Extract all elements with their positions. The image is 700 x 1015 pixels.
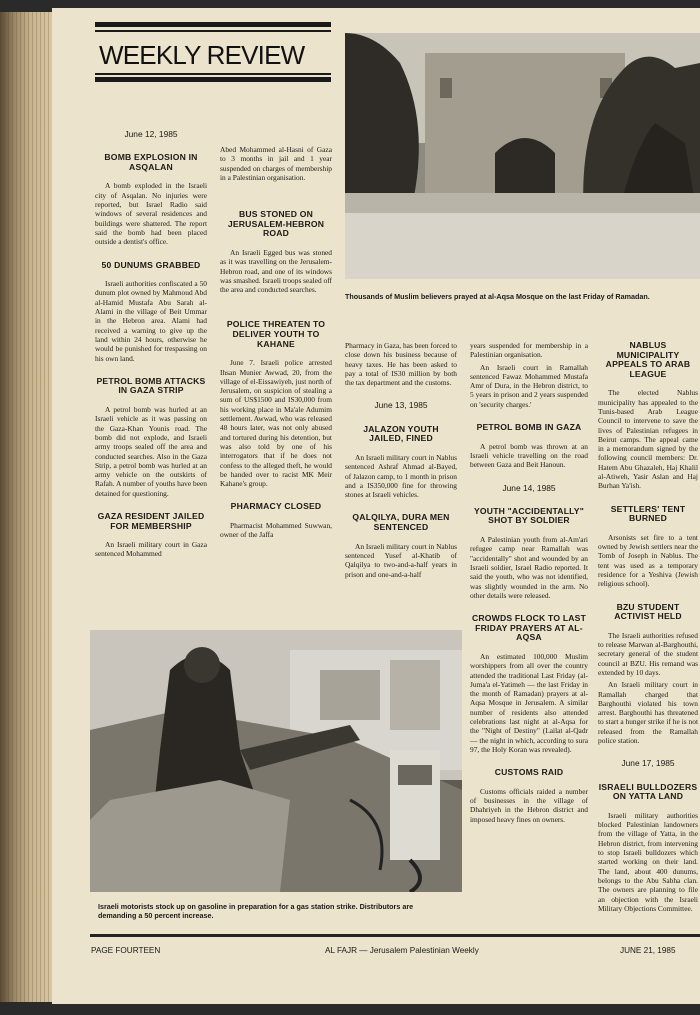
headline: SETTLERS' TENT BURNED bbox=[610, 503, 686, 524]
article-body: A petrol bomb was thrown at an Israeli vehicle travelling on the road between Gaza and Beit Hanoun. bbox=[470, 441, 588, 470]
article-body: Pharmacist Mohammed Suwwan, owner of the Jaffa bbox=[220, 520, 332, 540]
article-body: Pharmacy in Gaza, has been forced to close down his business because of heavy taxes. He has been asked to pay a total of IS30 million by both the tax department and the customs. bbox=[345, 341, 457, 388]
masthead-title: WEEKLY REVIEW bbox=[99, 40, 305, 70]
footer-rule bbox=[90, 934, 700, 937]
headline: JALAZON YOUTH JAILED, FINED bbox=[363, 423, 439, 444]
aqsa-photo bbox=[345, 33, 700, 279]
article-body: years suspended for membership in a Palestinian organisation. bbox=[470, 341, 588, 360]
headline: CUSTOMS RAID bbox=[494, 767, 564, 778]
column-2 bbox=[220, 145, 332, 543]
article-body: Customs officials raided a number of businesses in the village of Dhahriyeh in the Hebron district and imposed heavy fines on owners. bbox=[470, 786, 588, 824]
headline: POLICE THREATEN TO DELIVER YOUTH TO KAHANE bbox=[226, 319, 326, 349]
date-heading: June 14, 1985 bbox=[502, 482, 556, 493]
headline: NABLUS MUNICIPALITY APPEALS TO ARAB LEAGUE bbox=[605, 340, 691, 379]
article-body: An Israeli Egged bus was stoned as it was travelling on the Jerusalem-Hebron road, and one of its windows was smashed. Israeli troops sealed off the area and conducted searches. bbox=[220, 247, 332, 295]
headline: 50 DUNUMS GRABBED bbox=[101, 259, 201, 270]
article-body: Israeli authorities confiscated a 50 dunum plot owned by Mahmoud Abd al-Hamid Mustafa Abu Sarah al-Alami in the village of Beit Ummar in the Hebron area. Alami had received a warning to give up the land within 24 hours, otherwise he would be punished for trespassing on his own land. bbox=[95, 279, 207, 363]
masthead bbox=[95, 18, 331, 94]
article-body: A bomb exploded in the Israeli city of Asqalan. No injuries were reported, but Israel Radio said windows of several residences and buildings were shattered. The report said the bomb had been placed outside a dentist's office. bbox=[95, 181, 207, 247]
footer-date: JUNE 21, 1985 bbox=[620, 946, 676, 955]
headline: PETROL BOMB ATTACKS IN GAZA STRIP bbox=[96, 375, 206, 396]
masthead-rule-bottom bbox=[95, 77, 331, 82]
footer-publication: AL FAJR — Jerusalem Palestinian Weekly bbox=[325, 946, 479, 955]
article-body: A petrol bomb was hurled at an Israeli vehicle as it was passing on the Gaza-Khan Younis road. The bomb did not explode, and Israeli army troops sealed off the area and conducted searches. Also in the Gaza Strip, a petrol bomb was hurled at an army vehicle on the outskirts of Rafah. A number of youths have been detained for questioning. bbox=[95, 405, 207, 498]
headline: ISRAELI BULLDOZERS ON YATTA LAND bbox=[598, 781, 698, 802]
masthead-rule-top bbox=[95, 22, 331, 27]
article-body: An Israeli court in Ramallah sentenced Fawaz Mohammed Mustafa Amr of Dura, in the Hebron district, to 5 years in prison and 2 years suspended on 'security charges.' bbox=[470, 362, 588, 409]
article-body: Israeli military authorities blocked Palestinian landowners from the village of Yatta, in the Hebron district, from intervening to stop Israeli bulldozers which started working on their land. The land, about 400 dunums, belongs to the Abu Sabha clan. The owners are planning to file an objection with the Israeli Military Objections Committee. bbox=[598, 810, 698, 913]
headline: BUS STONED ON JERUSALEM-HEBRON ROAD bbox=[227, 209, 325, 239]
headline: QALQILYA, DURA MEN SENTENCED bbox=[352, 512, 450, 533]
headline: BZU STUDENT ACTIVIST HELD bbox=[614, 601, 682, 622]
article-body: A Palestinian youth from al-Am'ari refugee camp near Ramallah was "accidentally" shot and wounded by an Israeli soldier, Israel Radio reported. It said the youth, who was not identified, was slightly wounded in the arm. No other details were released. bbox=[470, 535, 588, 600]
headline: YOUTH "ACCIDENTALLY" SHOT BY SOLDIER bbox=[473, 505, 585, 526]
masthead-rule-thin bbox=[95, 30, 331, 32]
article-body: June 7. Israeli police arrested Ihsan Munier Awwad, 20, from the village of el-Eissawiyeh, just north of Jerusalem, on suspicion of stealing a sum of US$1500 and IS30,000 from his working place in Ma'ale Adumim settlement. Awwad, who was released 48 hours later, was not only abused and tortured during his detention, but was also told by one of his interrogators that if he does not confess to the alleged theft, he would be handed over to racist MK Meir Kahane's group. bbox=[220, 358, 332, 489]
aqsa-photo-caption: Thousands of Muslim believers prayed at al-Aqsa Mosque on the last Friday of Ramadan. bbox=[345, 292, 650, 301]
date-heading: June 12, 1985 bbox=[124, 129, 178, 139]
gas-station-photo bbox=[90, 630, 462, 892]
headline: BOMB EXPLOSION IN ASQALAN bbox=[104, 152, 198, 172]
date-heading: June 13, 1985 bbox=[374, 400, 428, 411]
headline: PETROL BOMB IN GAZA bbox=[476, 422, 582, 433]
headline: GAZA RESIDENT JAILED FOR MEMBERSHIP bbox=[97, 510, 205, 531]
article-body: An Israeli military court in Nablus sentenced Ashraf Ahmad al-Bayed, of Jalazon camp, to 1 month in prison and a IS350,000 fine for throwing stones at Israeli vehicles. bbox=[345, 452, 458, 500]
headline: CROWDS FLOCK TO LAST FRIDAY PRAYERS AT AL-AQSA bbox=[471, 613, 587, 643]
article-body: An Israeli military court in Nablus sentenced Yusef al-Khatib of Qalqilya to two-and-a-half years in prison and one-and-a-half bbox=[345, 541, 458, 579]
article-body: Abed Mohammed al-Hasni of Gaza to 3 months in jail and 1 year suspended on charges of membership in a Palestinian organisation. bbox=[220, 145, 332, 182]
column-5 bbox=[598, 341, 698, 916]
date-heading: June 17, 1985 bbox=[621, 758, 675, 769]
article-body: The Israeli authorities refused to release Marwan al-Barghouthi, secretary general of the student council at BZU. His remand was extended by 10 days. bbox=[598, 630, 698, 677]
footer-page-number: PAGE FOURTEEN bbox=[91, 946, 161, 955]
book-binding bbox=[0, 12, 52, 1002]
headline: PHARMACY CLOSED bbox=[230, 501, 322, 512]
column-4 bbox=[470, 341, 588, 827]
masthead-rule-thin-bottom bbox=[95, 73, 331, 75]
gas-station-photo-caption: Israeli motorists stock up on gasoline in preparation for a gas station strike. Distributors are demanding a 50 percent increase. bbox=[98, 902, 414, 920]
article-body: An Israeli military court in Ramallah charged that Barghouthi violated his town arrest. Barghouthi has threatened to start a hunger strike if he is not released from the Ramallah police station. bbox=[598, 680, 698, 746]
article-body: The elected Nablus municipality has appealed to the Tunis-based Arab League Council to intervene to save the lives of Palestinian refugees in Beirut camps. The appeal came in a memorandum signed by the following council members: Dr. Hatem Abu Ghazaleh, Haj Khalil al-Atiweh, Yasir Aslan and Haj Burhan Ya'ish. bbox=[598, 388, 698, 491]
gas-station-photo-image bbox=[90, 630, 462, 892]
article-body: An Israeli military court in Gaza sentenced Mohammed bbox=[95, 540, 207, 559]
article-body: Arsonists set fire to a tent owned by Jewish settlers near the Tomb of Joseph in Nablus. The tent was used as a temporary residence for a Yeshiva (Jewish religious school). bbox=[598, 532, 698, 589]
column-3 bbox=[345, 341, 457, 582]
article-body: An estimated 100,000 Muslim worshippers from all over the country attended the traditional Last Friday (al-Juma'a el-Yatimeh — the last Friday in the month of Ramadan) prayers at al-Aqsa Mosque in Jerusalem. A similar number of residents also attended celebrations last night at al-Aqsa for the "Night of Destiny" (Lailat al-Qadr — the night in which, according to sura 97, the Holy Koran was revealed). bbox=[470, 651, 588, 754]
column-1 bbox=[95, 130, 207, 562]
aqsa-photo-image bbox=[345, 33, 700, 279]
